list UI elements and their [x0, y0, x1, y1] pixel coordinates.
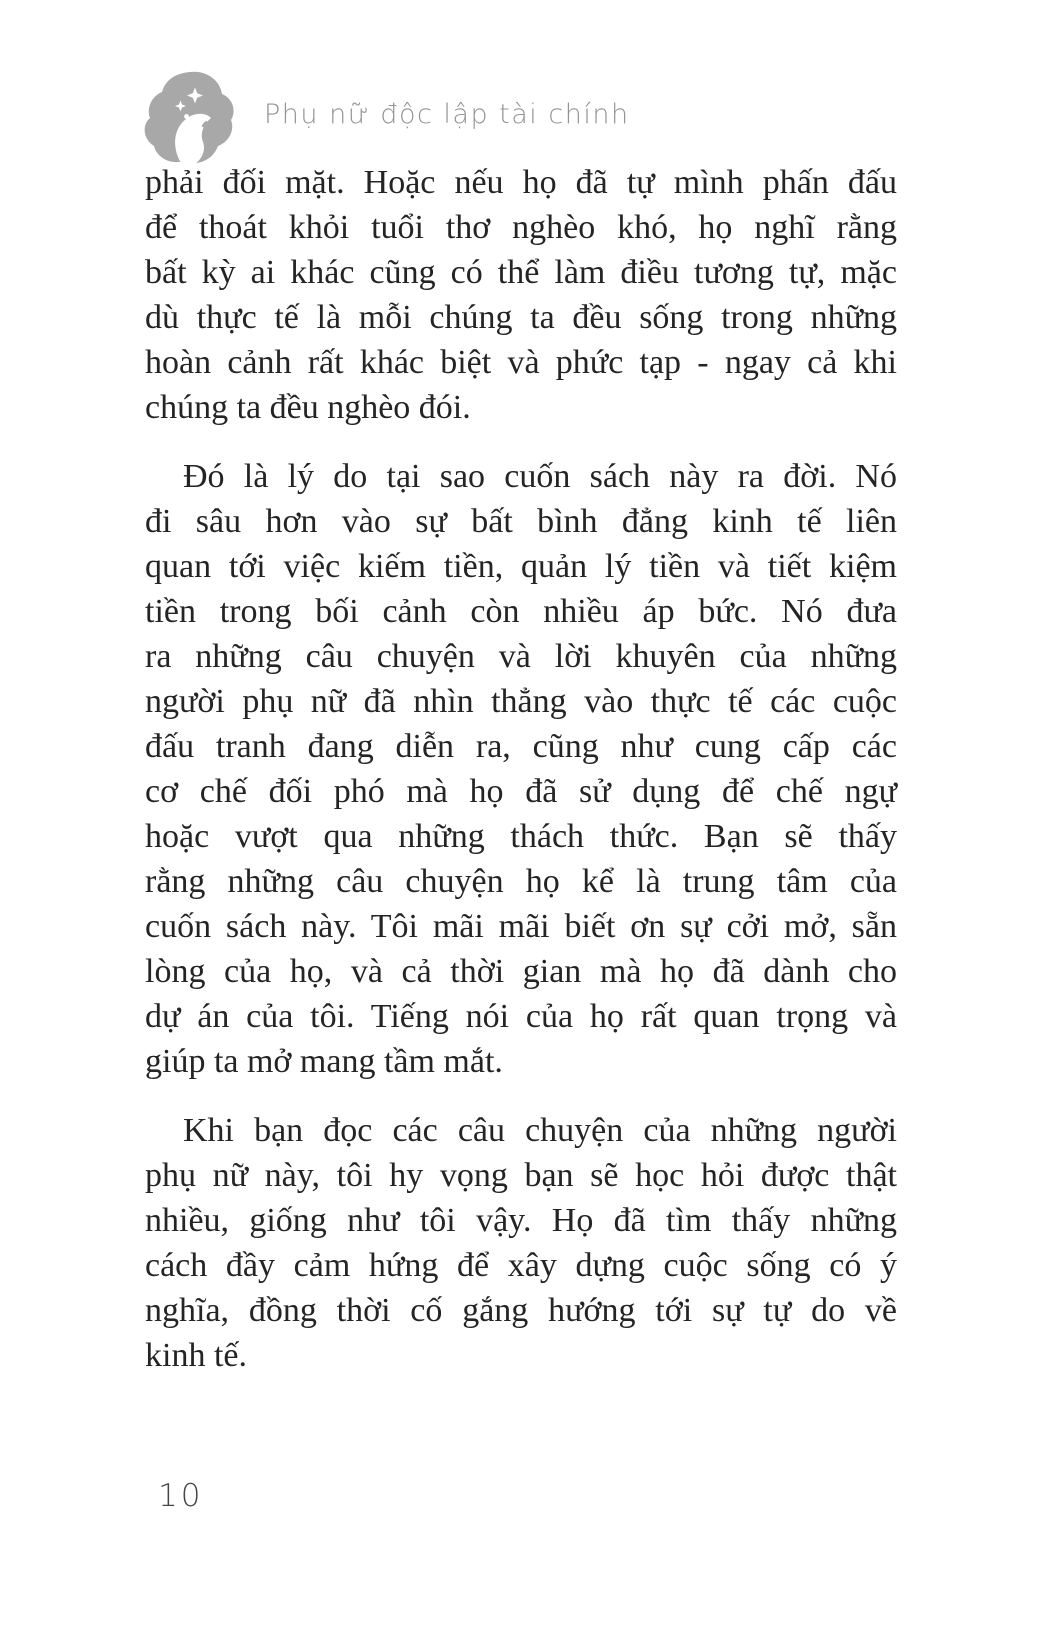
text-line: phụ nữ này, tôi hy vọng bạn sẽ học hỏi được thật — [145, 1157, 897, 1194]
paragraph — [145, 1108, 897, 1378]
text-line: hoàn cảnh rất khác biệt và phức tạp - ngay cả khi — [145, 344, 897, 381]
text-line: bất kỳ ai khác cũng có thể làm điều tương tự, mặc — [145, 254, 897, 291]
text-line: cơ chế đối phó mà họ đã sử dụng để chế ngự — [145, 773, 897, 810]
text-line: quan tới việc kiếm tiền, quản lý tiền và tiết kiệm — [145, 548, 897, 585]
woman-with-stars-logo-icon — [138, 64, 242, 168]
text-line: ra những câu chuyện và lời khuyên của những — [145, 638, 897, 675]
running-header-title: Phụ nữ độc lập tài chính — [264, 98, 630, 130]
text-line: người phụ nữ đã nhìn thẳng vào thực tế các cuộc — [145, 683, 897, 720]
text-line: chúng ta đều nghèo đói. — [145, 389, 471, 426]
text-line: nhiều, giống như tôi vậy. Họ đã tìm thấy những — [145, 1202, 897, 1239]
text-line: cuốn sách này. Tôi mãi mãi biết ơn sự cởi mở, sẵn — [145, 908, 897, 945]
text-line: đấu tranh đang diễn ra, cũng như cung cấp các — [145, 728, 897, 765]
text-line: để thoát khỏi tuổi thơ nghèo khó, họ nghĩ rằng — [145, 209, 897, 246]
text-line: hoặc vượt qua những thách thức. Bạn sẽ thấy — [145, 818, 897, 855]
text-line: giúp ta mở mang tầm mắt. — [145, 1043, 503, 1080]
text-line: tiền trong bối cảnh còn nhiều áp bức. Nó đưa — [145, 593, 897, 630]
page-header — [138, 64, 630, 168]
text-line: kinh tế. — [145, 1337, 247, 1374]
text-line: dự án của tôi. Tiếng nói của họ rất quan trọng và — [145, 998, 897, 1035]
text-line: Khi bạn đọc các câu chuyện của những người — [183, 1112, 897, 1149]
text-line: phải đối mặt. Hoặc nếu họ đã tự mình phấn đấu — [145, 164, 897, 201]
text-line: nghĩa, đồng thời cố gắng hướng tới sự tự do về — [145, 1292, 897, 1329]
text-line: Đó là lý do tại sao cuốn sách này ra đời. Nó — [183, 458, 897, 495]
body-text — [145, 160, 897, 1402]
text-line: đi sâu hơn vào sự bất bình đẳng kinh tế liên — [145, 503, 897, 540]
paragraph — [145, 454, 897, 1084]
text-line: cách đầy cảm hứng để xây dựng cuộc sống có ý — [145, 1247, 897, 1284]
text-line: rằng những câu chuyện họ kể là trung tâm của — [145, 863, 897, 900]
page-number: 10 — [158, 1478, 204, 1514]
text-line: dù thực tế là mỗi chúng ta đều sống trong những — [145, 299, 897, 336]
paragraph — [145, 160, 897, 430]
text-line: lòng của họ, và cả thời gian mà họ đã dành cho — [145, 953, 897, 990]
